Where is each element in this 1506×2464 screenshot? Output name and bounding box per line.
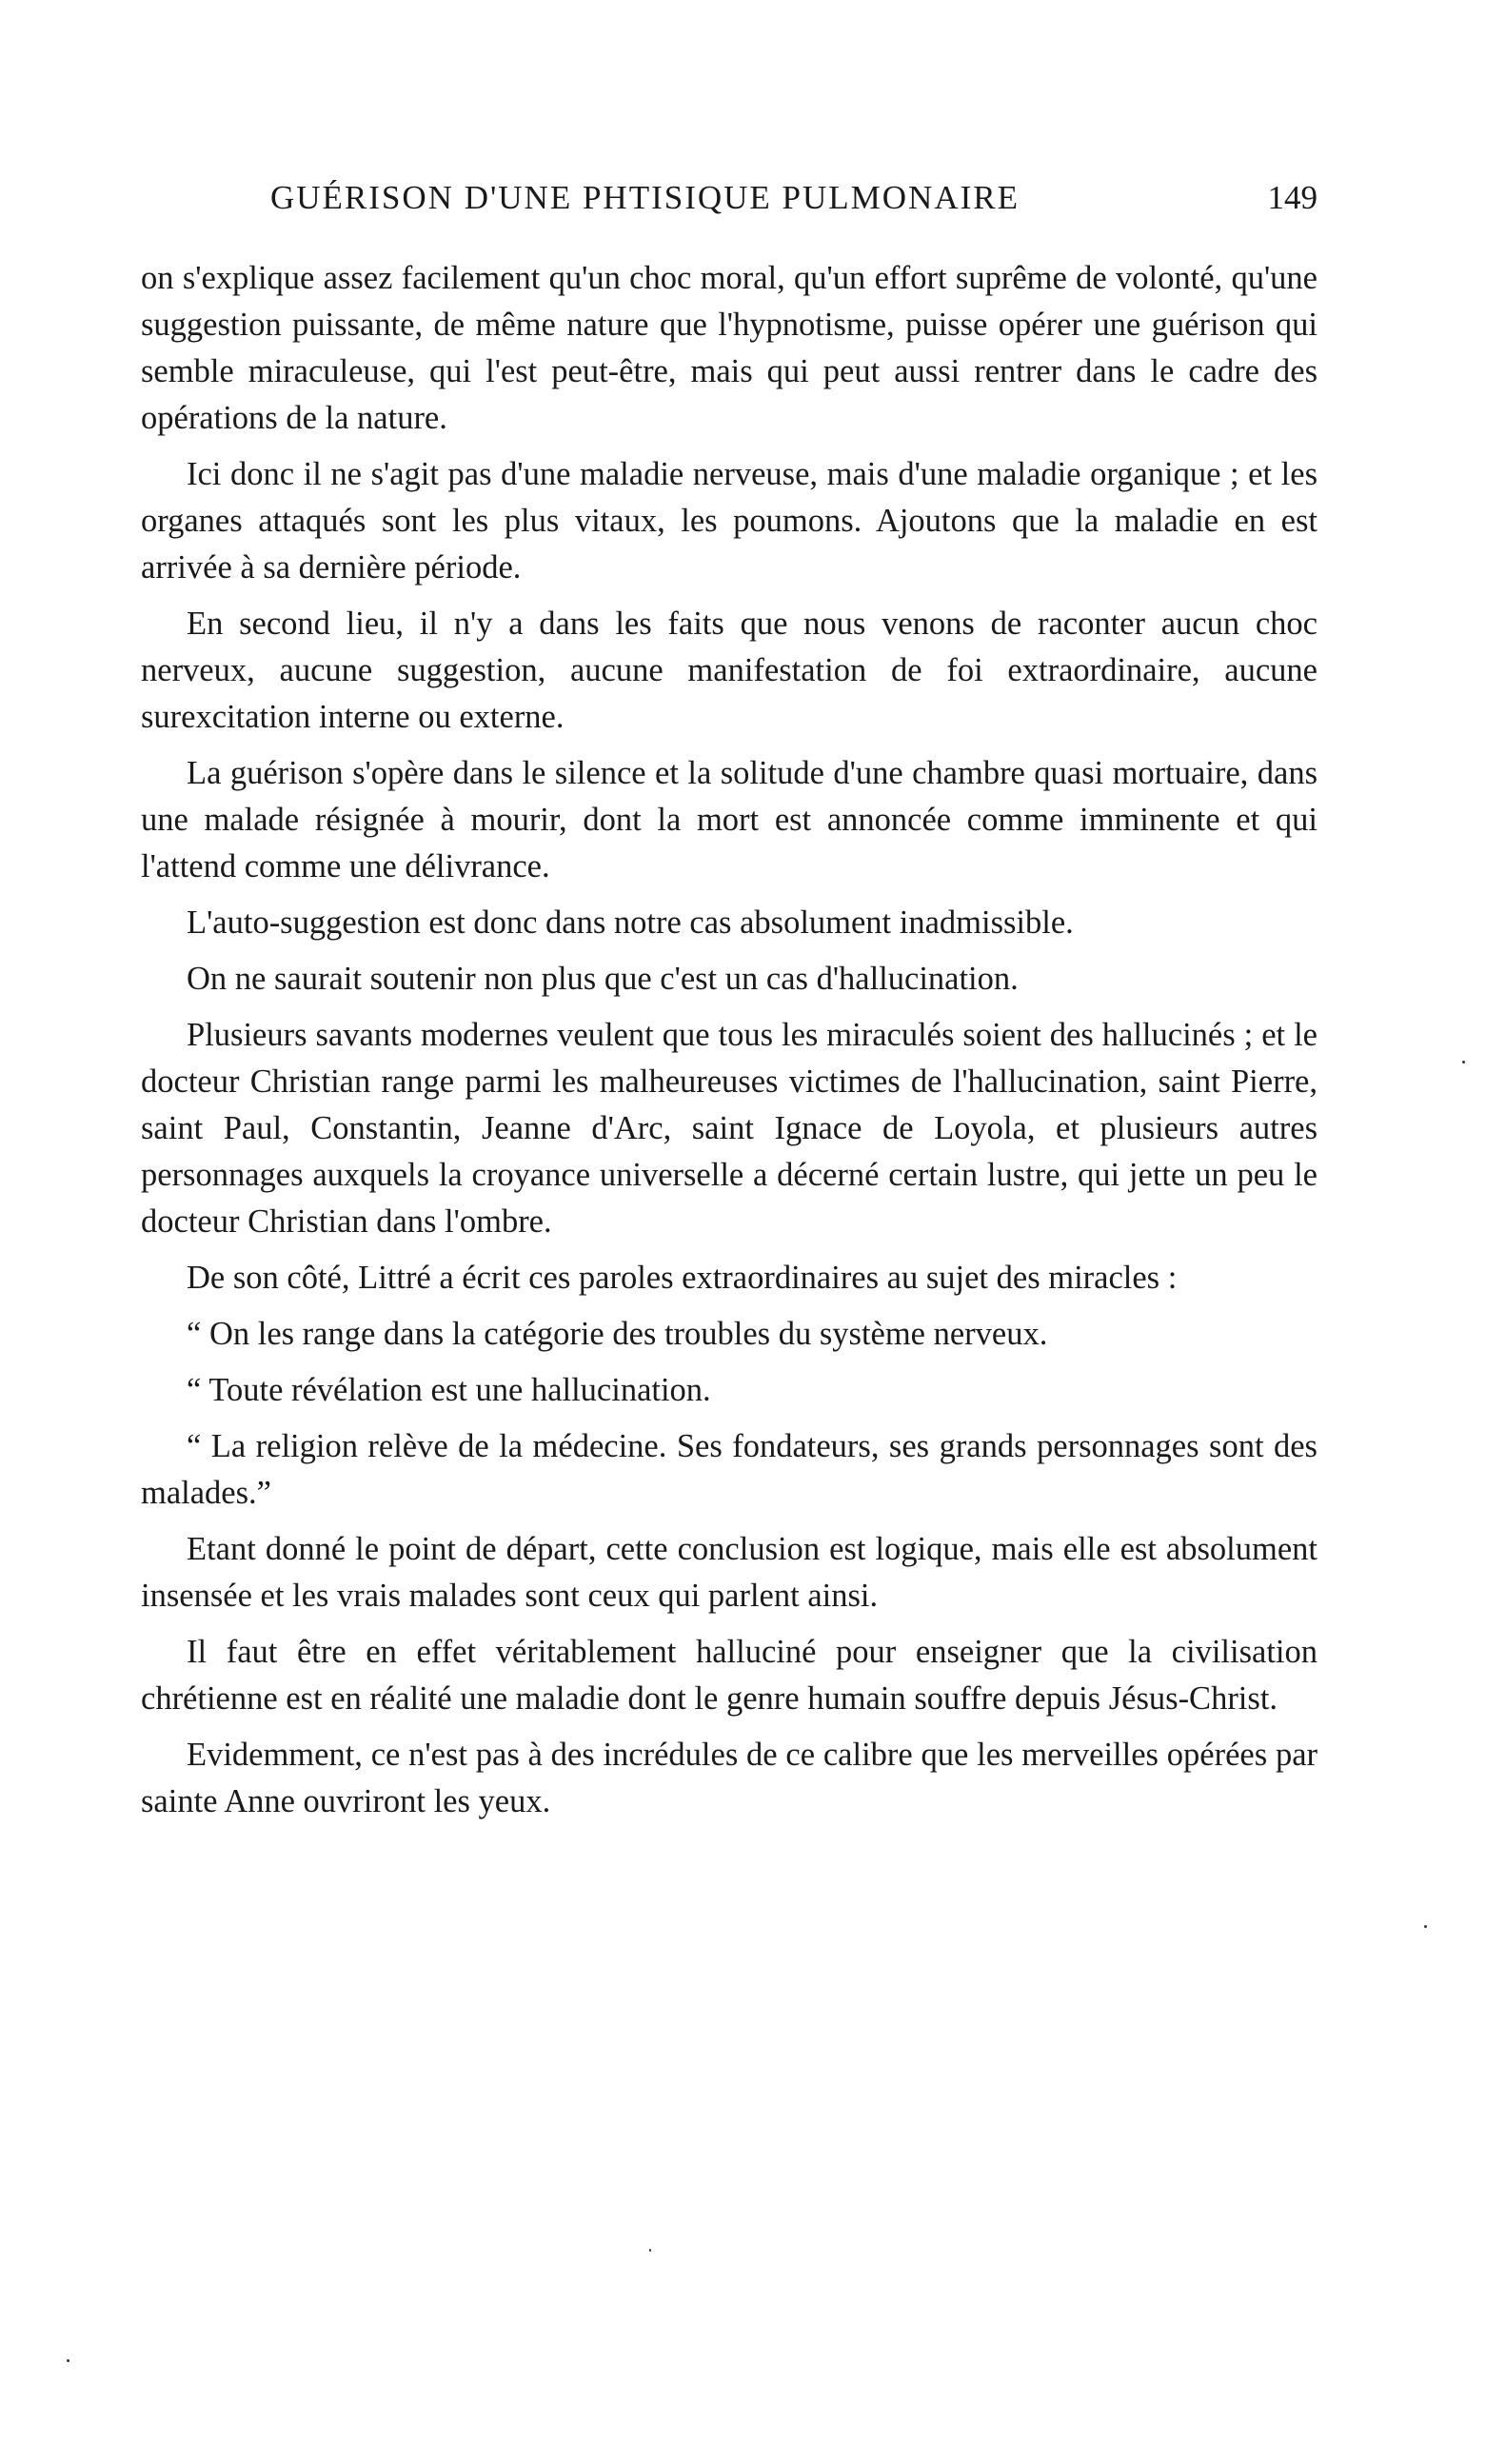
- body-text: [141, 255, 1318, 1835]
- scan-speck: [649, 2249, 651, 2252]
- paragraph: En second lieu, il n'y a dans les faits que nous venons de raconter aucun choc nerveux, aucune suggestion, aucune manifestation de foi extraordinaire, aucune surexcitation interne ou externe.: [141, 606, 1318, 735]
- paragraph: L'auto-suggestion est donc dans notre cas absolument inadmissible.: [187, 904, 1074, 941]
- running-title: GUÉRISON D'UNE PHTISIQUE PULMONAIRE: [270, 179, 1020, 216]
- paragraph: Ici donc il ne s'agit pas d'une maladie nerveuse, mais d'une maladie organique ; et les organes attaqués sont les plus vitaux, les poumons. Ajoutons que la maladie en est arrivée à sa dernière période.: [141, 456, 1318, 586]
- scan-speck: [67, 2359, 69, 2362]
- quote-paragraph: “ Toute révélation est une hallucination.: [187, 1372, 711, 1408]
- paragraph: De son côté, Littré a écrit ces paroles extraordinaires au sujet des miracles :: [187, 1260, 1178, 1296]
- page-number: 149: [1267, 179, 1318, 216]
- paragraph: On ne saurait soutenir non plus que c'est un cas d'hallucination.: [187, 961, 1019, 997]
- paragraph: Il faut être en effet véritablement halluciné pour enseigner que la civilisation chrétienne est en réalité une maladie dont le genre humain souffre depuis Jésus-Christ.: [141, 1634, 1318, 1717]
- paragraph: La guérison s'opère dans le silence et la solitude d'une chambre quasi mortuaire, dans une malade résignée à mourir, dont la mort est annoncée comme imminente et qui l'attend comme une délivrance.: [141, 755, 1318, 884]
- quote-paragraph: “ La religion relève de la médecine. Ses fondateurs, ses grands personnages sont des malades.”: [141, 1428, 1318, 1511]
- paragraph: Evidemment, ce n'est pas à des incrédules de ce calibre que les merveilles opérées par sainte Anne ouvriront les yeux.: [141, 1737, 1318, 1819]
- running-head: [270, 179, 1318, 223]
- scan-speck: [1462, 1061, 1465, 1063]
- paragraph: Etant donné le point de départ, cette conclusion est logique, mais elle est absolument insensée et les vrais malades sont ceux qui parlent ainsi.: [141, 1531, 1318, 1614]
- quote-paragraph: “ On les range dans la catégorie des troubles du système nerveux.: [187, 1316, 1048, 1352]
- paragraph: on s'explique assez facilement qu'un choc moral, qu'un effort suprême de volonté, qu'une suggestion puissante, de même nature que l'hypnotisme, puisse opérer une guérison qui semble miraculeuse, qui l'est peut-être, mais qui peut aussi rentrer dans le cadre des opérations de la nature.: [141, 260, 1318, 436]
- scan-speck: [1424, 1925, 1427, 1928]
- paragraph: Plusieurs savants modernes veulent que tous les miraculés soient des hallucinés ; et le docteur Christian range parmi les malheureuses victimes de l'hallucination, saint Pierre, saint Paul, Constantin, Jeanne d'Arc, saint Ignace de Loyola, et plusieurs autres personnages auxquels la croyance universelle a décerné certain lustre, qui jette un peu le docteur Christian dans l'ombre.: [141, 1017, 1318, 1240]
